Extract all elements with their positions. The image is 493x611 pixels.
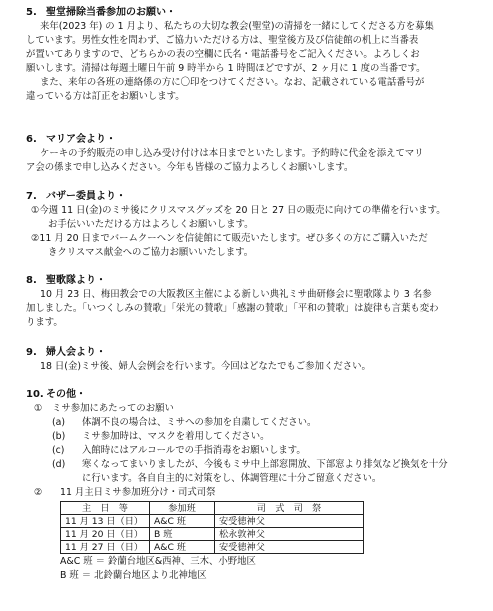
cell-group: B 班 — [150, 528, 215, 541]
section-10-heading — [26, 388, 481, 402]
section-8-heading — [26, 274, 481, 288]
bazaar-item-1-line: 今週 11 日(金)のミサ後にクリスマスグッズを 20 日と 27 日の販売に向けての準備を行います。 — [39, 205, 446, 216]
bazaar-item-1-marker: ① — [31, 205, 40, 216]
table-row — [61, 528, 364, 541]
section-5-number: 5. — [26, 7, 37, 18]
section-5-line: また、来年の各班の連絡係の方に〇印をつけてください。なお、記載されている電話番号が — [40, 77, 425, 88]
cell-date: 11 月 13 日（日） — [61, 515, 150, 528]
mass-request-b-marker: (b) — [52, 431, 66, 442]
section-5-line: 違っている方は訂正をお願いします。 — [26, 91, 185, 102]
cell-celebrant: 安受徳神父 — [215, 515, 364, 528]
mass-requests-list — [26, 416, 481, 486]
cell-group: A&C 班 — [150, 541, 215, 554]
section-7-number: 7. — [26, 191, 37, 202]
section-5-line: が置いてありますので、どちらかの表の空欄に氏名・電話番号をご記入ください。よろしくお — [26, 49, 420, 60]
col-header-group: 参加班 — [150, 502, 215, 515]
section-9-title: 婦人会より・ — [46, 347, 106, 358]
section-7-heading — [26, 190, 481, 204]
section-9-number: 9. — [26, 347, 37, 358]
mass-duty-table — [60, 501, 364, 554]
mass-request-a-marker: (a) — [52, 417, 66, 428]
mass-request-a — [52, 416, 481, 430]
section-8 — [26, 274, 481, 330]
section-10 — [26, 388, 481, 583]
group-note-b: B 班 ＝ 北鈴蘭台地区より北神地区 — [60, 570, 207, 581]
other-item-1-marker: ① — [34, 403, 43, 414]
other-item-2-title: 11 月主日ミサ参加班分け・司式司祭 — [60, 487, 216, 498]
mass-request-c-marker: (c) — [52, 445, 65, 456]
mass-request-d-text: 寒くなってまいりましたが、今後もミサ中上部窓開放、下部窓より排気など換気を十分 — [82, 459, 448, 470]
other-item-2 — [26, 486, 481, 500]
section-5-line: 来年(2023 年) の 1 月より、私たちの大切な教会(聖堂)の清掃を一緒にしてくださる方を募集 — [40, 21, 434, 32]
cell-celebrant: 松永敦神父 — [215, 528, 364, 541]
bazaar-item-2 — [26, 232, 481, 246]
section-6-line: ケーキの予約販売の申し込み受け付けは本日までといたします。予約時に代金を添えてマリ — [40, 148, 424, 159]
bazaar-item-1 — [26, 204, 481, 218]
section-9 — [26, 346, 481, 374]
section-6 — [26, 133, 481, 175]
section-5 — [26, 6, 481, 104]
section-5-heading — [26, 6, 481, 20]
bazaar-item-2-line: きクリスマス献金へのご協力お願いいたします。 — [48, 247, 254, 258]
section-5-title: 聖堂掃除当番参加のお願い・ — [46, 7, 176, 18]
section-8-line: ります。 — [26, 317, 63, 328]
col-header-celebrant: 司 式 司 祭 — [215, 502, 364, 515]
mass-request-d — [52, 458, 481, 472]
section-5-line: 願いします。清掃は毎週土曜日午前 9 時半から 1 時間ほどですが、2 ヶ月に 1 度の当番です。 — [26, 63, 426, 74]
other-item-1-title: ミサ参加にあたってのお願い — [52, 403, 174, 414]
mass-request-b-text: ミサ参加時は、マスクを着用してください。 — [82, 431, 270, 442]
cell-celebrant: 安受徳神父 — [215, 541, 364, 554]
bazaar-item-2-line: 11 月 20 日までバームクーヘンを信徒館にて販売いたします。ぜひ多くの方にご購入いただ — [39, 233, 428, 244]
section-5-line: しています。男性女性を問わず、ご協力いただける方は、聖堂後方及び信徒館の机上に当番表 — [26, 35, 419, 46]
col-header-date: 主 日 等 — [61, 502, 150, 515]
section-8-title: 聖歌隊より・ — [46, 275, 106, 286]
section-8-number: 8. — [26, 275, 37, 286]
section-10-number: 10. — [26, 389, 44, 400]
section-7-title: バザー委員より・ — [46, 191, 126, 202]
mass-request-a-text: 体調不良の場合は、ミサへの参加を自粛してください。 — [82, 417, 317, 428]
table-row — [61, 541, 364, 554]
bazaar-item-1-line: お手伝いいただける方はよろしくお願いします。 — [48, 219, 254, 230]
mass-request-b — [52, 430, 481, 444]
mass-request-c-text: 入館時にはアルコールでの手指消毒をお願いします。 — [82, 445, 306, 456]
section-6-heading — [26, 133, 481, 147]
other-item-2-marker: ② — [34, 487, 43, 498]
mass-request-d-text: に行います。各自自主的に対策をし、体調管理に十分ご留意ください。 — [82, 473, 382, 484]
section-8-line: 10 月 23 日、梅田教会での大阪教区主催による新しい典礼ミサ曲研修会に聖歌隊より 3 名参 — [40, 289, 432, 300]
section-6-number: 6. — [26, 134, 37, 145]
cell-date: 11 月 27 日（日） — [61, 541, 150, 554]
cell-date: 11 月 20 日（日） — [61, 528, 150, 541]
section-6-title: マリア会より・ — [46, 134, 116, 145]
duty-table-wrap — [26, 501, 481, 554]
section-10-title: その他・ — [46, 389, 86, 400]
table-row — [61, 515, 364, 528]
section-9-line: 18 日(金)ミサ後、婦人会例会を行います。今回はどなたでもご参加ください。 — [40, 361, 371, 372]
section-8-line: 加しました。「いつくしみの賛歌」「栄光の賛歌」「感謝の賛歌」「平和の賛歌」は旋律も言葉も変わ — [26, 303, 439, 314]
bazaar-item-2-marker: ② — [31, 233, 40, 244]
other-item-1 — [26, 402, 481, 416]
group-note-ac: A&C 班 ＝ 鈴蘭台地区&西神、三木、小野地区 — [60, 556, 256, 567]
cell-group: A&C 班 — [150, 515, 215, 528]
mass-request-c — [52, 444, 481, 458]
section-9-heading — [26, 346, 481, 360]
mass-request-d-marker: (d) — [52, 459, 66, 470]
section-6-line: ア会の係まで申し込みください。今年も皆様のご協力よろしくお願いします。 — [26, 162, 354, 173]
section-7 — [26, 190, 481, 260]
table-header-row — [61, 502, 364, 515]
